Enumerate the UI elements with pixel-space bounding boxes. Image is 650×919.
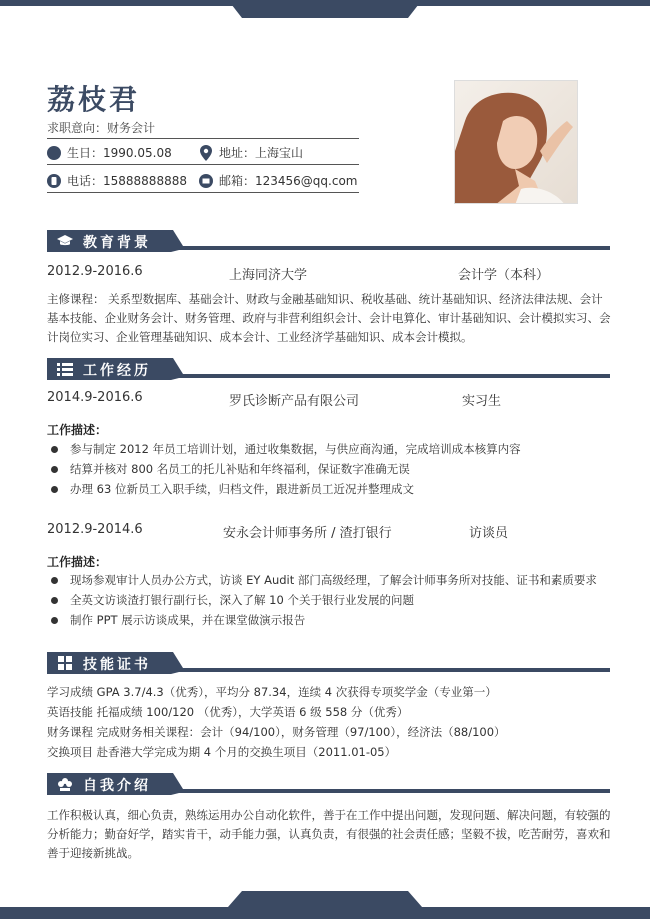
candidate-name: 荔枝君 xyxy=(47,83,141,116)
job-company: 罗氏诊断产品有限公司 xyxy=(229,394,360,409)
job-company: 安永会计师事务所 / 渣打银行 xyxy=(223,526,392,541)
list-item: 制作 PPT 展示访谈成果，并在课堂做演示报告 xyxy=(47,612,305,628)
profile-photo xyxy=(454,80,578,204)
skill-item: 交换项目 赴香港大学完成为期 4 个月的交换生项目（2011.01-05） xyxy=(47,745,397,759)
section-title: 教育背景 xyxy=(83,235,151,251)
list-item: 参与制定 2012 年员工培训计划，通过收集数据，与供应商沟通，完成培训成本核算内容 xyxy=(47,441,521,457)
phone-info xyxy=(47,172,187,189)
about-text: 工作积极认真，细心负责，熟练运用办公自动化软件，善于在工作中提出问题，发现问题、解决问题，有较强的分析能力；勤奋好学，踏实肯干，动手能力强，认真负责，有很强的社会责任感；坚毅不拔，吃苦耐劳，喜欢和善于迎接新挑战。 xyxy=(47,808,611,860)
section-title: 自我介绍 xyxy=(83,778,151,794)
email-icon xyxy=(199,174,213,188)
section-header-skills xyxy=(47,652,610,674)
edu-major: 会计学（本科） xyxy=(458,268,550,283)
job-date: 2012.9-2014.6 xyxy=(47,522,143,537)
divider xyxy=(47,138,359,139)
phone-text: 电话：15888888888 xyxy=(67,174,187,188)
divider xyxy=(47,192,359,193)
list-item: 办理 63 位新员工入职手续，归档文件，跟进新员工近况并整理成文 xyxy=(47,481,414,497)
email-info xyxy=(199,172,358,189)
bottom-decor-bar xyxy=(0,891,650,919)
section-header-about xyxy=(47,773,610,795)
job-role: 实习生 xyxy=(462,394,502,409)
graduation-cap-icon xyxy=(57,234,73,248)
edu-courses: 主修课程： 关系型数据库、基础会计、财政与金融基础知识、税收基础、统计基础知识、经济法律法规、会计基本技能、企业财务会计、财务管理、政府与非营利组织会计、会计电算化、审计基础知识、会计模拟实习、会计岗位实习、企业管理基础知识、成本会计、工业经济学基础知识、成本会计模拟。 xyxy=(47,292,611,344)
grid-icon xyxy=(57,656,73,670)
job-desc-label: 工作描述： xyxy=(47,423,108,437)
divider xyxy=(47,164,359,165)
edu-school: 上海同济大学 xyxy=(229,268,308,283)
birthday-info xyxy=(47,144,172,161)
location-pin-icon xyxy=(199,145,213,161)
address-info xyxy=(199,144,303,161)
list-item: 现场参观审计人员办公方式，访谈 EY Audit 部门高级经理，了解会计师事务所对技能、证书和素质要求 xyxy=(47,572,597,588)
skill-item: 英语技能 托福成绩 100/120 （优秀），大学英语 6 级 558 分（优秀） xyxy=(47,705,409,719)
flower-icon xyxy=(57,777,73,791)
section-title: 技能证书 xyxy=(83,657,151,673)
skill-item: 财务课程 完成财务相关课程：会计（94/100），财务管理（97/100），经济法（88/100） xyxy=(47,725,506,739)
list-item: 全英文访谈渣打银行副行长，深入了解 10 个关于银行业发展的问题 xyxy=(47,592,414,608)
job-role: 访谈员 xyxy=(469,526,509,541)
phone-icon xyxy=(47,174,61,188)
top-decor-bar xyxy=(0,0,650,18)
section-title: 工作经历 xyxy=(83,363,151,379)
edu-date: 2012.9-2016.6 xyxy=(47,264,143,279)
user-icon xyxy=(47,146,61,160)
job-desc-label: 工作描述： xyxy=(47,555,108,569)
address-text: 地址：上海宝山 xyxy=(219,146,304,160)
list-icon xyxy=(57,362,73,376)
birthday-text: 生日：1990.05.08 xyxy=(67,146,172,160)
email-text: 邮箱：123456@qq.com xyxy=(219,174,358,188)
section-header-education xyxy=(47,230,610,252)
job-intent: 求职意向：财务会计 xyxy=(47,121,156,135)
skill-item: 学习成绩 GPA 3.7/4.3（优秀），平均分 87.34，连续 4 次获得专项奖学金（专业第一） xyxy=(47,685,497,699)
section-header-work xyxy=(47,358,610,380)
job-date: 2014.9-2016.6 xyxy=(47,390,143,405)
list-item: 结算并核对 800 名员工的托儿补贴和年终福利，保证数字准确无误 xyxy=(47,461,410,477)
